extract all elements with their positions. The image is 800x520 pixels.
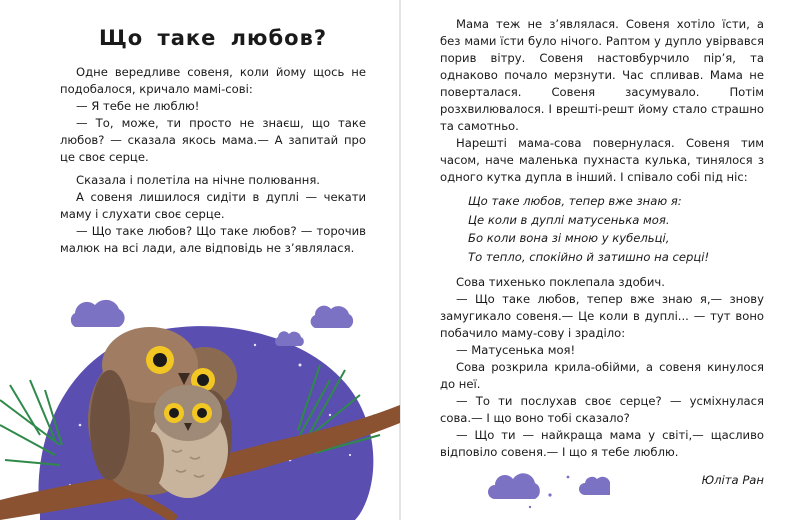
paragraph: — Я тебе не люблю! xyxy=(76,99,200,113)
poem-line: Це коли в дуплі матусенька моя. xyxy=(468,212,670,227)
cloud-shape xyxy=(275,331,304,346)
paragraph: Мама теж не з’являлася. Совеня хотіло їсти, а без мами їсти було нічого. Раптом у дупло увірвався порив вітру. Совеня настовбурчило пір’я, та однаково почало мерзнути. Час спливав. Мама не поверталася. Совеня засумувало. Потім розхвилювалося. І врешті-решт йому стало страшно та самотньо. xyxy=(440,17,764,133)
poem-line: Що таке любов, тепер вже знаю я: xyxy=(468,194,682,208)
paragraph: Сова розкрила крила-обійми, а совеня кинулося до неї. xyxy=(440,360,764,391)
right-page xyxy=(400,0,800,520)
paragraph: — То, може, ти просто не знаєш, що таке любов? — сказала якось мама.— А запитай про це своє серце. xyxy=(60,116,366,164)
cloud-shape xyxy=(579,477,610,495)
author-signature: Юліта Ран xyxy=(701,473,764,487)
paragraph: Одне вередливе совеня, коли йому щось не подобалося, кричало мамі-сові: xyxy=(60,65,366,96)
decorative-clouds xyxy=(400,455,610,520)
paragraph: Нарешті мама-сова повернулася. Совеня тим часом, наче маленька пухнаста кулька, тинялося з одного кутка дупла в інший. І співало собі під ніс: xyxy=(440,136,764,184)
poem xyxy=(468,192,764,266)
poem-line: То тепло, спокійно й затишно на серці! xyxy=(468,249,710,264)
paragraph: Сова тихенько поклепала здобич. xyxy=(456,275,665,289)
story-title: Що таке любов? xyxy=(98,26,328,50)
poem-line: Бо коли вона зі мною у кубельці, xyxy=(468,231,670,245)
paragraph: — Що ти — найкраща мама у світі,— щасливо відповіло совеня.— І що я тебе люблю. xyxy=(440,428,764,459)
paragraph: — Матусенька моя! xyxy=(456,343,576,357)
owls-illustration xyxy=(0,285,400,520)
cloud-shape xyxy=(71,300,125,327)
paragraph: — Що таке любов? Що таке любов? — торочив малюк на всі лади, але відповідь не з’являлася. xyxy=(60,224,366,255)
cloud-shape xyxy=(311,306,354,328)
cloud-shape xyxy=(488,473,540,499)
paragraph: — То ти послухав своє серце? — усміхнулася сова.— І що воно тобі сказало? xyxy=(440,394,764,425)
paragraph: — Що таке любов, тепер вже знаю я,— знову замугикало совеня.— Це коли в дуплі... — тут воно побачило маму-сову і зраділо: xyxy=(440,292,764,340)
paragraph: А совеня лишилося сидіти в дуплі — чекати маму і слухати своє серце. xyxy=(60,190,366,221)
paragraph: Сказала і полетіла на нічне полювання. xyxy=(76,173,320,187)
